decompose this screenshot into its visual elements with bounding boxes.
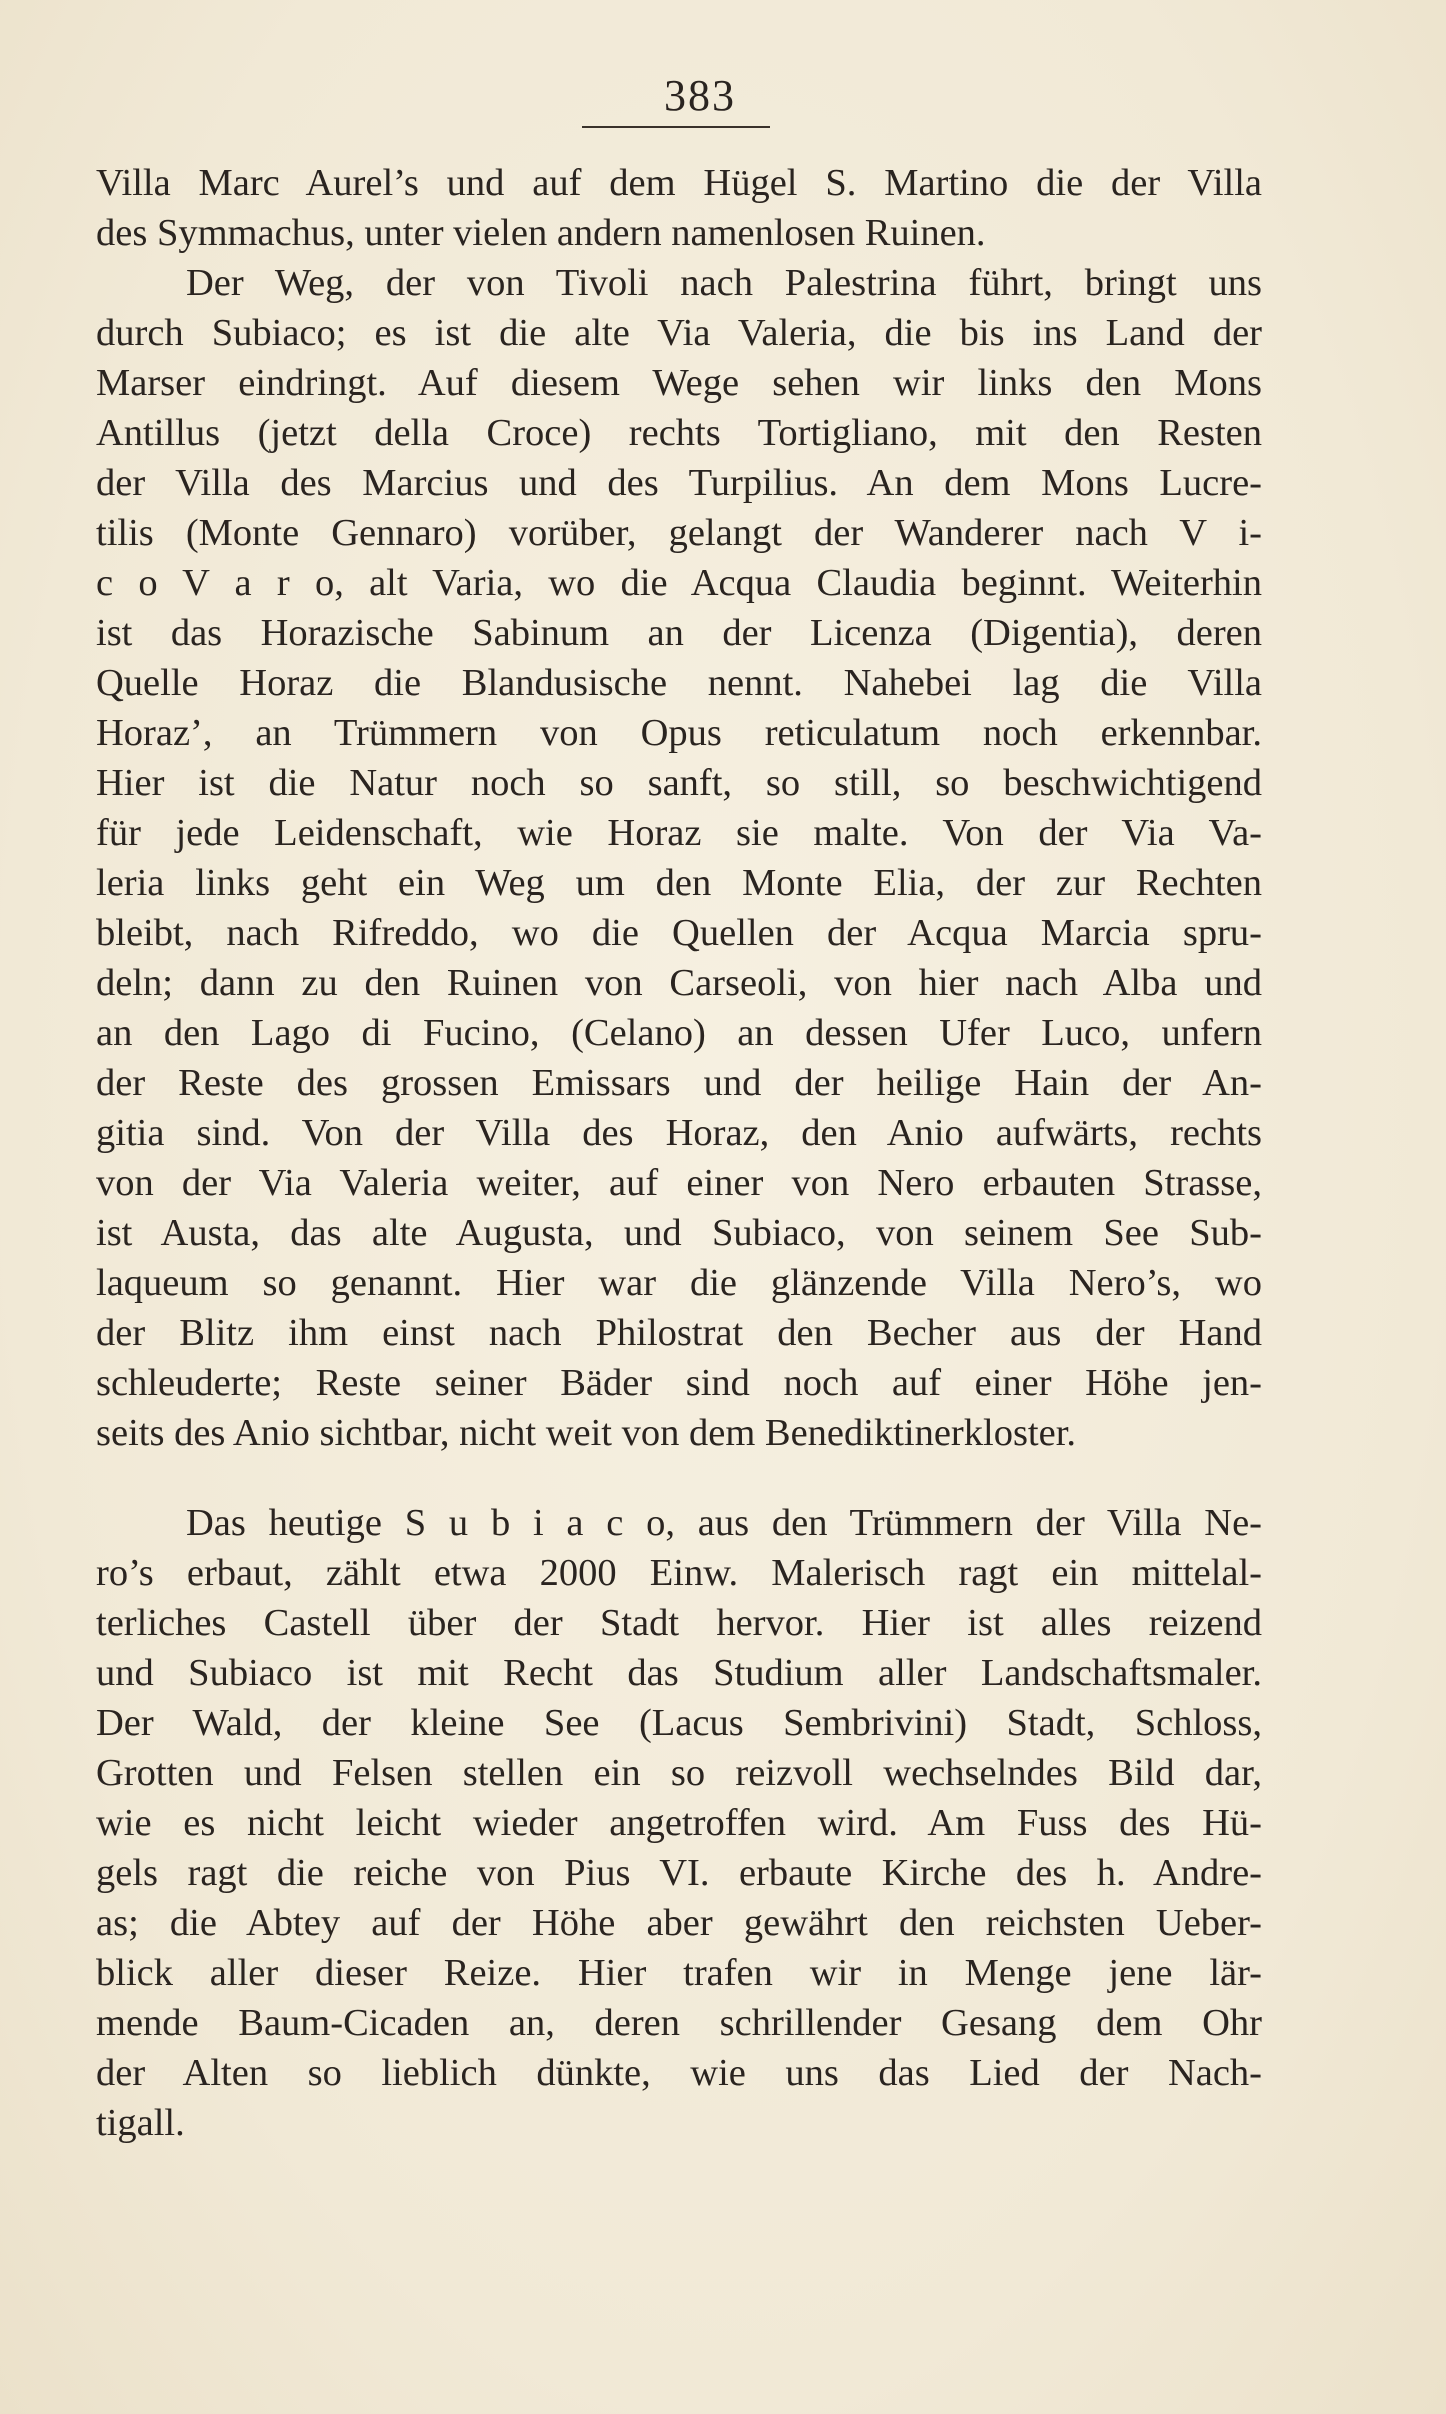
text-line: Das heutige S u b i a c o, aus den Trümmern der Villa Ne-	[186, 1502, 1262, 1544]
text-line: Marser eindringt. Auf diesem Wege sehen wir links den Mons	[96, 362, 1262, 404]
text-line: der Blitz ihm einst nach Philostrat den Becher aus der Hand	[96, 1312, 1262, 1354]
text-line: mende Baum-Cicaden an, deren schrillender Gesang dem Ohr	[96, 2002, 1262, 2044]
text-line: schleuderte; Reste seiner Bäder sind noch auf einer Höhe jen-	[96, 1362, 1262, 1404]
text-line: Quelle Horaz die Blandusische nennt. Nahebei lag die Villa	[96, 662, 1262, 704]
text-line: c o V a r o, alt Varia, wo die Acqua Claudia beginnt. Weiterhin	[96, 562, 1262, 604]
text-line: seits des Anio sichtbar, nicht weit von dem Benediktinerkloster.	[96, 1412, 1077, 1454]
text-line: Villa Marc Aurel’s und auf dem Hügel S. Martino die der Villa	[96, 162, 1262, 204]
text-line: für jede Leidenschaft, wie Horaz sie malte. Von der Via Va-	[96, 812, 1262, 854]
text-line: der Villa des Marcius und des Turpilius. An dem Mons Lucre-	[96, 462, 1262, 504]
text-line: des Symmachus, unter vielen andern namenlosen Ruinen.	[96, 212, 986, 254]
text-line: ist das Horazische Sabinum an der Licenza (Digentia), deren	[96, 612, 1262, 654]
text-line: an den Lago di Fucino, (Celano) an dessen Ufer Luco, unfern	[96, 1012, 1262, 1054]
text-block-upper	[96, 158, 1262, 1458]
text-line: Antillus (jetzt della Croce) rechts Tortigliano, mit den Resten	[96, 412, 1262, 454]
text-line: der Alten so lieblich dünkte, wie uns das Lied der Nach-	[96, 2052, 1262, 2094]
text-line: Horaz’, an Trümmern von Opus reticulatum noch erkennbar.	[96, 712, 1262, 754]
paragraph-2	[96, 258, 1262, 1458]
text-line: laqueum so genannt. Hier war die glänzende Villa Nero’s, wo	[96, 1262, 1262, 1304]
text-line: tilis (Monte Gennaro) vorüber, gelangt der Wanderer nach V i-	[96, 512, 1262, 554]
page-number: 383	[664, 71, 736, 120]
text-block-lower	[96, 1498, 1262, 2148]
text-line: Grotten und Felsen stellen ein so reizvoll wechselndes Bild dar,	[96, 1752, 1262, 1794]
text-line: durch Subiaco; es ist die alte Via Valeria, die bis ins Land der	[96, 312, 1262, 354]
paragraph-3	[96, 1498, 1262, 2148]
text-line: ro’s erbaut, zählt etwa 2000 Einw. Malerisch ragt ein mittelal-	[96, 1552, 1262, 1594]
text-line: gitia sind. Von der Villa des Horaz, den Anio aufwärts, rechts	[96, 1112, 1262, 1154]
text-line: ist Austa, das alte Augusta, und Subiaco, von seinem See Sub-	[96, 1212, 1262, 1254]
text-line: der Reste des grossen Emissars und der heilige Hain der An-	[96, 1062, 1262, 1104]
text-line: von der Via Valeria weiter, auf einer von Nero erbauten Strasse,	[96, 1162, 1262, 1204]
text-line: tigall.	[96, 2102, 185, 2144]
text-line: wie es nicht leicht wieder angetroffen wird. Am Fuss des Hü-	[96, 1802, 1262, 1844]
text-line: leria links geht ein Weg um den Monte Elia, der zur Rechten	[96, 862, 1262, 904]
text-line: terliches Castell über der Stadt hervor. Hier ist alles reizend	[96, 1602, 1262, 1644]
text-line: Hier ist die Natur noch so sanft, so still, so beschwichtigend	[96, 762, 1262, 804]
text-line: gels ragt die reiche von Pius VI. erbaute Kirche des h. Andre-	[96, 1852, 1262, 1894]
text-line: deln; dann zu den Ruinen von Carseoli, von hier nach Alba und	[96, 962, 1262, 1004]
text-line: as; die Abtey auf der Höhe aber gewährt den reichsten Ueber-	[96, 1902, 1262, 1944]
header-rule	[582, 126, 770, 128]
text-line: bleibt, nach Rifreddo, wo die Quellen der Acqua Marcia spru-	[96, 912, 1262, 954]
text-line: Der Wald, der kleine See (Lacus Sembrivini) Stadt, Schloss,	[96, 1702, 1262, 1744]
text-line: und Subiaco ist mit Recht das Studium aller Landschaftsmaler.	[96, 1652, 1262, 1694]
paragraph-1	[96, 158, 1262, 258]
text-line: blick aller dieser Reize. Hier trafen wir in Menge jene lär-	[96, 1952, 1262, 1994]
text-line: Der Weg, der von Tivoli nach Palestrina führt, bringt uns	[186, 262, 1262, 304]
